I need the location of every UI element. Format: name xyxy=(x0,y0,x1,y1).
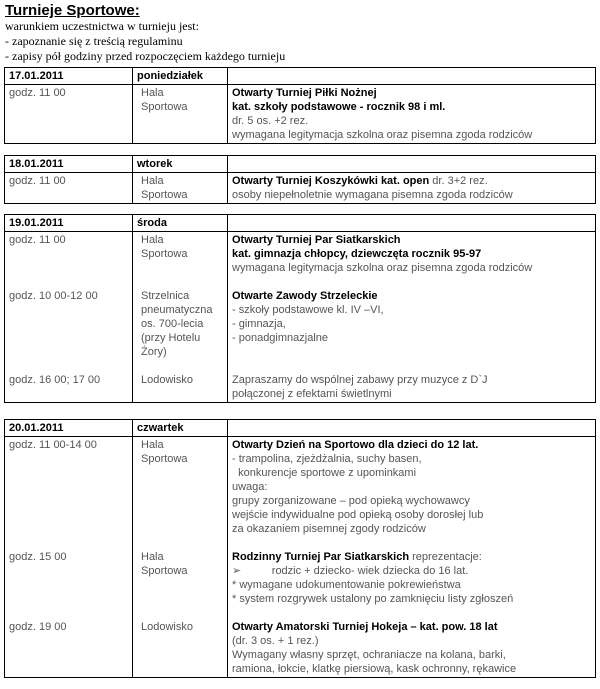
event-description-line xyxy=(232,303,591,317)
place-column xyxy=(133,232,228,403)
event-description-line xyxy=(232,592,591,606)
event-description-line xyxy=(232,438,591,452)
event-detail: * wymagane udokumentowanie pokrewieństwa xyxy=(232,579,461,591)
event-detail: konkurencje sportowe z upominkami xyxy=(232,467,417,479)
intro-text xyxy=(5,19,285,64)
event-description-line xyxy=(232,114,591,128)
event-place-line: Sportowa xyxy=(141,453,188,465)
event-description-line xyxy=(232,494,591,508)
event-detail: wymagana legitymacja szkolna oraz pisemna zgoda rodziców xyxy=(232,262,533,274)
event-description xyxy=(232,620,591,676)
event-place xyxy=(137,373,223,401)
event-place xyxy=(137,438,223,550)
event-detail: - trampolina, zjeżdżalnia, suchy basen, xyxy=(232,453,422,465)
event-description-line xyxy=(232,578,591,592)
event-description-line xyxy=(232,634,591,648)
day-header-row xyxy=(5,156,596,173)
event-place xyxy=(137,620,223,676)
day-table xyxy=(4,419,596,678)
event-title: Otwarty Dzień na Sportowo dla dzieci do 12 lat. xyxy=(232,439,479,451)
description-column xyxy=(228,232,596,403)
place-column xyxy=(133,85,228,144)
event-description-line xyxy=(232,550,591,564)
event-place-line: Sportowa xyxy=(141,565,188,577)
page-title: Turnieje Sportowe: xyxy=(5,2,140,19)
event-time: godz. 19 00 xyxy=(9,621,67,633)
event-detail: - szkoły podstawowe kl. IV –VI, xyxy=(232,304,384,316)
event-detail: Wymagany własny sprzęt, ochraniacze na kolana, barki, xyxy=(232,649,506,661)
day-weekday: czwartek xyxy=(133,420,228,437)
event-place xyxy=(137,174,223,202)
time-column xyxy=(5,232,133,403)
event-description xyxy=(232,86,591,142)
description-column xyxy=(228,173,596,204)
day-weekday: wtorek xyxy=(133,156,228,173)
event-description xyxy=(232,174,591,202)
day-header-empty xyxy=(228,68,596,85)
event-detail: wejście indywidualne pod opieką osoby dorosłej lub xyxy=(232,509,484,521)
day-events-row xyxy=(5,173,596,204)
event-place-line: os. 700-lecia xyxy=(141,318,204,330)
day-events-row xyxy=(5,437,596,678)
event-place-line: Strzelnica xyxy=(141,290,190,302)
event-detail: połączonej z efektami świetlnymi xyxy=(232,388,392,400)
place-column xyxy=(133,437,228,678)
day-events-row xyxy=(5,232,596,403)
event-description-line xyxy=(232,233,591,247)
event-title: Otwarty Turniej Piłki Nożnej xyxy=(232,87,377,99)
event-place-line: Hala xyxy=(141,87,164,99)
intro-line: warunkiem uczestnictwa w turnieju jest: xyxy=(5,19,199,33)
event-detail: grupy zorganizowane – pod opieką wychowawcy xyxy=(232,495,470,507)
event-place-line: Hala xyxy=(141,439,164,451)
day-date: 18.01.2011 xyxy=(5,156,133,173)
event-time: godz. 10 00-12 00 xyxy=(9,290,98,302)
event-description-line xyxy=(232,452,591,466)
event-description-line xyxy=(232,373,591,387)
event-description-line xyxy=(232,86,591,100)
event-time: godz. 11 00 xyxy=(9,87,66,99)
event-description-line xyxy=(232,317,591,331)
day-weekday: poniedziałek xyxy=(133,68,228,85)
day-events-row xyxy=(5,85,596,144)
day-date: 20.01.2011 xyxy=(5,420,133,437)
place-column xyxy=(133,173,228,204)
event-description-line xyxy=(232,331,591,345)
event-description-line xyxy=(232,247,591,261)
intro-line: - zapoznanie się z treścią regulaminu xyxy=(5,34,183,48)
time-column xyxy=(5,437,133,678)
event-title: Otwarty Amatorski Turniej Hokeja – kat. pow. 18 lat xyxy=(232,621,498,633)
event-detail: osoby niepełnoletnie wymagana pisemna zgoda rodziców xyxy=(232,189,513,201)
event-place-line: Żory) xyxy=(141,346,167,358)
event-detail: za okazaniem pisemnej zgody rodziców xyxy=(232,523,426,535)
time-column xyxy=(5,173,133,204)
day-header-empty xyxy=(228,215,596,232)
event-description xyxy=(232,233,591,289)
event-description-line xyxy=(232,128,591,142)
day-table xyxy=(4,214,596,403)
event-description xyxy=(232,438,591,550)
event-description-line xyxy=(232,662,591,676)
day-date: 19.01.2011 xyxy=(5,215,133,232)
event-detail: - ponadgimnazjalne xyxy=(232,332,329,344)
event-description-line xyxy=(232,648,591,662)
event-description-line xyxy=(232,289,591,303)
event-description-line xyxy=(232,387,591,401)
event-description xyxy=(232,373,591,401)
event-time: godz. 11 00 xyxy=(9,175,66,187)
event-place-line: Sportowa xyxy=(141,189,188,201)
event-place-line: Hala xyxy=(141,551,164,563)
event-title: Otwarte Zawody Strzeleckie xyxy=(232,290,378,302)
event-place-line: (przy Hotelu xyxy=(141,332,201,344)
event-time: godz. 11 00-14 00 xyxy=(9,439,97,451)
event-title: Otwarty Turniej Koszykówki kat. open xyxy=(232,175,430,187)
event-description xyxy=(232,289,591,373)
event-detail: uwaga: xyxy=(232,481,268,493)
event-place-line: Sportowa xyxy=(141,248,188,260)
description-column xyxy=(228,85,596,144)
event-description-line xyxy=(232,620,591,634)
event-description-line xyxy=(232,480,591,494)
event-place-line: Lodowisko xyxy=(141,621,193,633)
event-description-line xyxy=(232,466,591,480)
event-place-line: pneumatyczna xyxy=(141,304,213,316)
event-description-line xyxy=(232,174,591,188)
day-date: 17.01.2011 xyxy=(5,68,133,85)
event-detail: reprezentacje: xyxy=(409,551,482,563)
event-place-line: Lodowisko xyxy=(141,374,193,386)
event-detail: ➢ rodzic + dziecko- wiek dziecka do 16 lat. xyxy=(232,565,469,577)
event-place-line: Hala xyxy=(141,234,164,246)
time-column xyxy=(5,85,133,144)
event-detail: dr. 3+2 rez. xyxy=(429,175,488,187)
event-place xyxy=(137,550,223,620)
day-table xyxy=(4,155,596,204)
day-header-row xyxy=(5,420,596,437)
event-detail: - gimnazja, xyxy=(232,318,286,330)
event-place xyxy=(137,233,223,289)
event-detail: wymagana legitymacja szkolna oraz pisemna zgoda rodziców xyxy=(232,129,533,141)
event-description-line xyxy=(232,261,591,275)
day-header-empty xyxy=(228,156,596,173)
event-description-line xyxy=(232,100,591,114)
event-place xyxy=(137,289,223,373)
event-description-line xyxy=(232,564,591,578)
day-header-empty xyxy=(228,420,596,437)
event-detail: Zapraszamy do wspólnej zabawy przy muzyce z D`J xyxy=(232,374,488,386)
day-table xyxy=(4,67,596,144)
event-place xyxy=(137,86,223,142)
event-title: kat. gimnazja chłopcy, dziewczęta rocznik 95-97 xyxy=(232,248,482,260)
event-description-line xyxy=(232,522,591,536)
event-place-line: Hala xyxy=(141,175,164,187)
description-column xyxy=(228,437,596,678)
intro-line: - zapisy pół godziny przed rozpoczęciem każdego turnieju xyxy=(5,49,286,63)
event-detail: (dr. 3 os. + 1 rez.) xyxy=(232,635,319,647)
event-detail: * system rozgrywek ustalony po zamknięciu listy zgłoszeń xyxy=(232,593,514,605)
event-time: godz. 11 00 xyxy=(9,234,66,246)
event-description xyxy=(232,550,591,620)
event-detail: ramiona, łokcie, klatkę piersiową, kask ochronny, rękawice xyxy=(232,663,517,675)
event-title: Rodzinny Turniej Par Siatkarskich xyxy=(232,551,410,563)
event-detail: dr. 5 os. +2 rez. xyxy=(232,115,309,127)
event-time: godz. 15 00 xyxy=(9,551,67,563)
event-title: Otwarty Turniej Par Siatkarskich xyxy=(232,234,401,246)
event-title: kat. szkoły podstawowe - rocznik 98 i ml. xyxy=(232,101,446,113)
event-place-line: Sportowa xyxy=(141,101,188,113)
event-description-line xyxy=(232,508,591,522)
day-weekday: środa xyxy=(133,215,228,232)
event-description-line xyxy=(232,188,591,202)
day-header-row xyxy=(5,68,596,85)
day-header-row xyxy=(5,215,596,232)
event-time: godz. 16 00; 17 00 xyxy=(9,374,101,386)
